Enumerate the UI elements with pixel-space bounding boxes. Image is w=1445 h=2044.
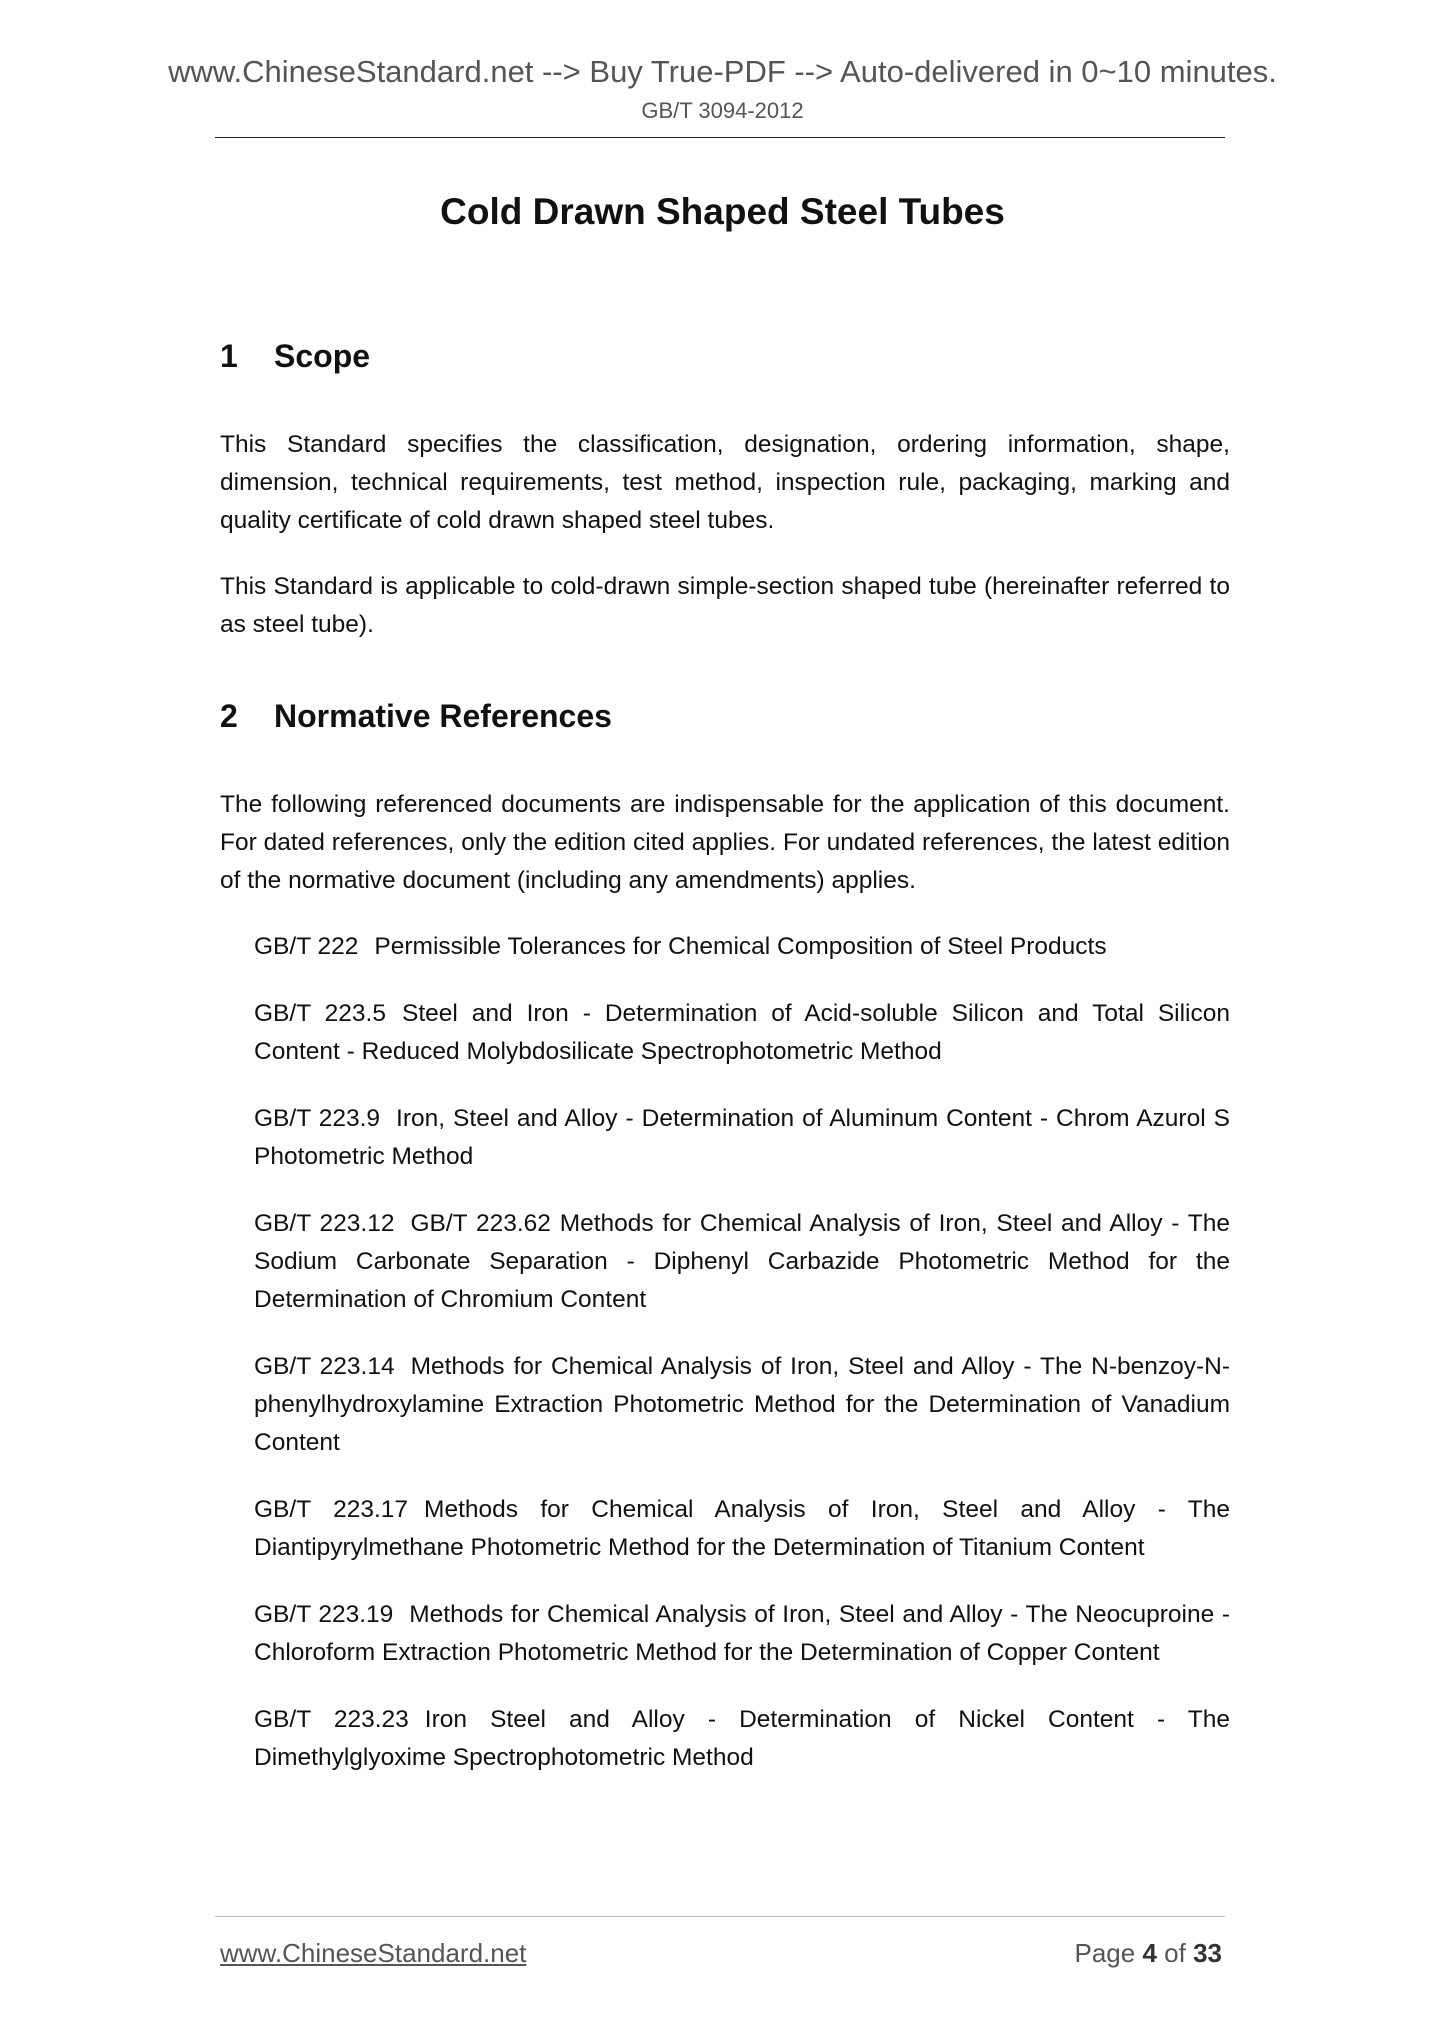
scope-paragraph-2: This Standard is applicable to cold-drawn simple-section shaped tube (hereinafter referred to as steel tube). [220, 573, 1230, 638]
reference-text: Iron Steel and Alloy - Determination of Nickel Content - The Dimethylglyoxime Spectrophotometric Method [254, 1706, 1230, 1771]
page-total: 33 [1193, 1938, 1222, 1968]
page-prefix: Page [1074, 1938, 1136, 1968]
reference-text: Steel and Iron - Determination of Acid-soluble Silicon and Total Silicon Content - Reduced Molybdosilicate Spectrophotometric Method [254, 1000, 1230, 1065]
page-current: 4 [1142, 1938, 1157, 1968]
section-title: Scope [274, 338, 371, 374]
reference-code: GB/T 223.5 [254, 1000, 386, 1027]
reference-item [254, 1701, 1230, 1777]
reference-code: GB/T 223.12 [254, 1210, 395, 1237]
reference-text: Methods for Chemical Analysis of Iron, Steel and Alloy - The Diantipyrylmethane Photometric Method for the Determination of Titanium Content [254, 1496, 1230, 1561]
reference-code: GB/T 223.9 [254, 1105, 381, 1132]
page-of: of [1164, 1938, 1186, 1968]
footer-site-link[interactable]: www.ChineseStandard.net [220, 1938, 527, 1968]
reference-item [254, 928, 1230, 966]
reference-item [254, 1348, 1230, 1462]
reference-text: Methods for Chemical Analysis of Iron, Steel and Alloy - The N-benzoy-N-phenylhydroxylamine Extraction Photometric Method for the Determination of Vanadium Content [254, 1353, 1230, 1456]
section-number: 1 [220, 338, 238, 374]
reference-list [220, 928, 1230, 1777]
reference-item [254, 995, 1230, 1071]
reference-code: GB/T 223.14 [254, 1353, 395, 1380]
header-standard-code: GB/T 3094-2012 [641, 98, 804, 123]
reference-code: GB/T 223.19 [254, 1601, 394, 1628]
reference-item [254, 1100, 1230, 1176]
section-heading-normative-references [220, 696, 1230, 736]
reference-text: GB/T 223.62 Methods for Chemical Analysis of Iron, Steel and Alloy - The Sodium Carbonate Separation - Diphenyl Carbazide Photometric Method for the Determination of Chromium Content [254, 1210, 1230, 1313]
page-header [0, 54, 1445, 124]
section-title: Normative References [274, 698, 612, 734]
reference-text: Iron, Steel and Alloy - Determination of Aluminum Content - Chrom Azurol S Photometric Method [254, 1105, 1230, 1170]
references-intro: The following referenced documents are indispensable for the application of this document. For dated references, only the edition cited applies. For undated references, the latest edition of the normative document (including any amendments) applies. [220, 791, 1230, 894]
reference-code: GB/T 223.23 [254, 1706, 409, 1733]
header-banner[interactable]: www.ChineseStandard.net --> Buy True-PDF --> Auto-delivered in 0~10 minutes. [168, 54, 1277, 89]
reference-item [254, 1205, 1230, 1319]
footer-divider [215, 1916, 1225, 1917]
document-title: Cold Drawn Shaped Steel Tubes [440, 191, 1005, 232]
reference-code: GB/T 222 [254, 933, 359, 960]
page-indicator [1074, 1938, 1222, 1969]
reference-text: Permissible Tolerances for Chemical Composition of Steel Products [374, 933, 1107, 960]
header-divider [215, 137, 1225, 138]
reference-item [254, 1596, 1230, 1672]
reference-text: Methods for Chemical Analysis of Iron, Steel and Alloy - The Neocuproine - Chloroform Extraction Photometric Method for the Determination of Copper Content [254, 1601, 1230, 1666]
section-number: 2 [220, 698, 238, 734]
reference-code: GB/T 223.17 [254, 1496, 409, 1523]
reference-item [254, 1491, 1230, 1567]
scope-paragraph-1: This Standard specifies the classification, designation, ordering information, shape, dimension, technical requirements, test method, inspection rule, packaging, marking and quality certificate of cold drawn shaped steel tubes. [220, 431, 1230, 534]
document-body [220, 336, 1230, 1806]
section-heading-scope [220, 336, 1230, 376]
